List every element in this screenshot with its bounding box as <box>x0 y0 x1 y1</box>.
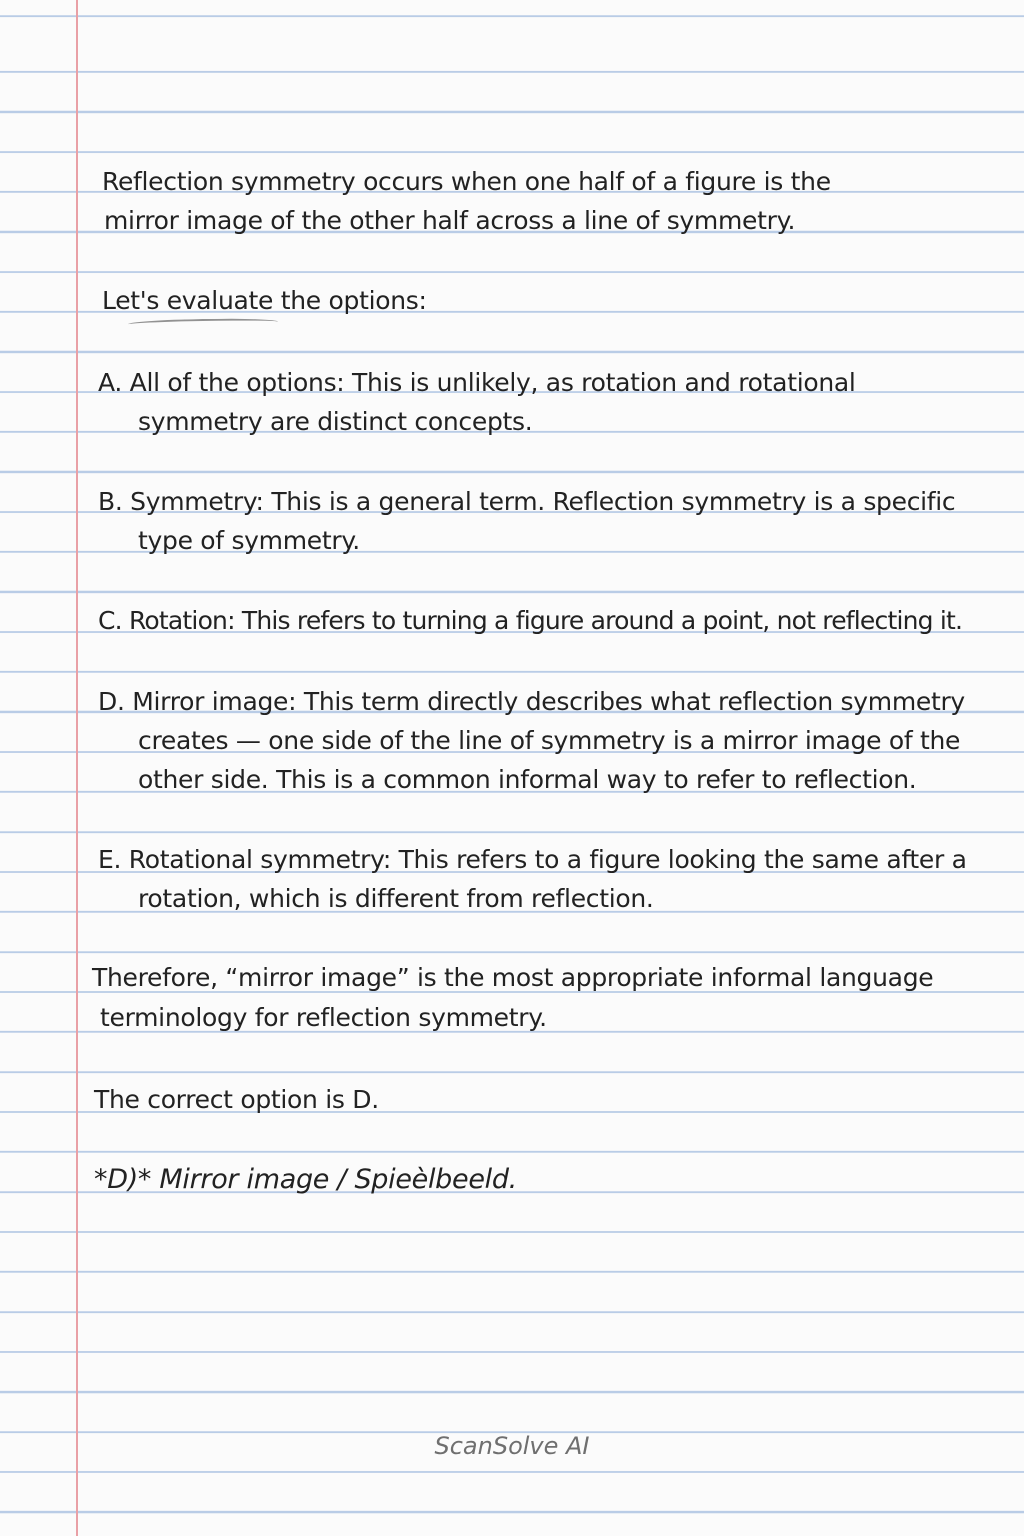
option-d-line-2: creates — one side of the line of symmetry is a mirror image of the <box>138 726 961 755</box>
final-answer: *D)* Mirror image / Spieèlbeeld. <box>94 1164 517 1195</box>
intro-line-1: Reflection symmetry occurs when one half of a figure is the <box>102 167 831 196</box>
conclusion-line-2: terminology for reflection symmetry. <box>100 1003 547 1032</box>
option-a-line-2: symmetry are distinct concepts. <box>138 407 533 436</box>
option-d-line-1: D. Mirror image: This term directly describes what reflection symmetry <box>98 687 965 716</box>
option-a-line-1: A. All of the options: This is unlikely, as rotation and rotational <box>98 368 856 397</box>
intro-line-2: mirror image of the other half across a line of symmetry. <box>104 206 796 235</box>
correct-option-statement: The correct option is D. <box>94 1085 379 1114</box>
option-e-line-1: E. Rotational symmetry: This refers to a figure looking the same after a <box>98 845 967 874</box>
evaluate-underline <box>128 318 278 329</box>
evaluate-heading: Let's evaluate the options: <box>102 286 427 315</box>
footer-watermark: ScanSolve AI <box>434 1432 590 1460</box>
option-c-line-1: C. Rotation: This refers to turning a figure around a point, not reflecting it. <box>98 606 963 635</box>
option-b-line-1: B. Symmetry: This is a general term. Reflection symmetry is a specific <box>98 487 956 516</box>
option-d-line-3: other side. This is a common informal way to refer to reflection. <box>138 765 917 794</box>
option-e-line-2: rotation, which is different from reflection. <box>138 884 654 913</box>
conclusion-line-1: Therefore, “mirror image” is the most appropriate informal language <box>92 963 934 992</box>
margin-line <box>76 0 78 1536</box>
option-b-line-2: type of symmetry. <box>138 526 360 555</box>
